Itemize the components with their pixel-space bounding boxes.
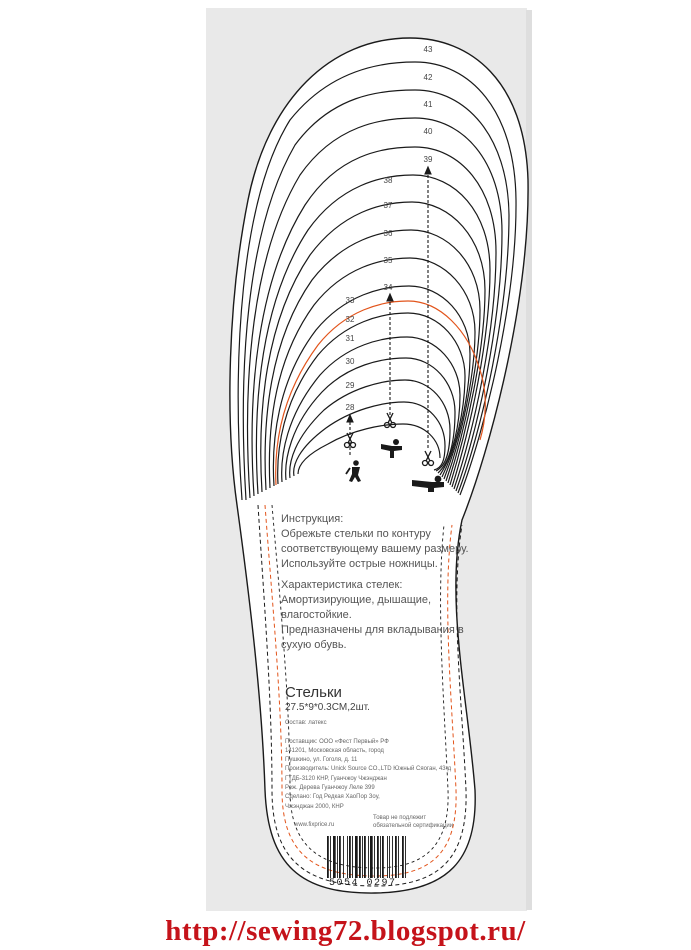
instructions-line: Используйте острые ножницы. <box>281 558 438 570</box>
website-text: www.fixprice.ru <box>294 822 335 828</box>
cert-line: Товар не подлежит <box>373 815 427 821</box>
barcode-bar <box>339 836 341 878</box>
size-label-32: 32 <box>345 315 355 324</box>
product-info-block <box>285 719 451 812</box>
size-label-40: 40 <box>423 127 433 136</box>
barcode-bar <box>355 836 358 878</box>
barcode-number: 5054 0297 <box>329 878 397 889</box>
product-dimensions: 27.5*9*0.3CM,2шт. <box>285 702 370 713</box>
characteristics-line: влагостойкие. <box>281 609 352 621</box>
barcode-bar <box>330 836 331 878</box>
info-line: Чжэнджан 2000, КНР <box>285 803 344 810</box>
size-label-37: 37 <box>383 201 393 210</box>
barcode-bar <box>395 836 397 878</box>
characteristics-line: сухую обувь. <box>281 639 347 651</box>
size-label-34: 34 <box>383 283 393 292</box>
paper-edge <box>526 10 532 910</box>
barcode-bar <box>364 836 366 878</box>
barcode-bar <box>377 836 379 878</box>
info-line: Поставщик: ООО «Фест Первый» РФ <box>285 738 389 745</box>
characteristics-block <box>281 578 464 653</box>
size-label-35: 35 <box>383 256 393 265</box>
size-label-38: 38 <box>383 176 393 185</box>
size-label-39: 39 <box>423 155 433 164</box>
footer-blog-url[interactable]: http://sewing72.blogspot.ru/ <box>165 915 526 947</box>
instructions-block <box>281 512 469 572</box>
characteristics-heading: Характеристика стелек: <box>281 579 403 591</box>
info-line: Производитель: Unick Source CO.,LTD Южный Сяоган, 43-д <box>285 766 452 773</box>
barcode-bar <box>347 836 348 878</box>
size-label-29: 29 <box>345 381 355 390</box>
barcode-bar <box>374 836 375 878</box>
barcode-bar <box>359 836 361 878</box>
barcode-bar <box>352 836 353 878</box>
instructions-heading: Инструкция: <box>281 513 344 525</box>
info-line: Состав: латекс <box>285 720 327 726</box>
size-label-31: 31 <box>345 334 355 343</box>
barcode-bar <box>387 836 388 878</box>
instructions-line: соответствующему вашему размеру. <box>281 543 469 555</box>
size-label-28: 28 <box>345 403 355 412</box>
info-line: Пушкино, ул. Гоголя, д. 11 <box>285 757 358 764</box>
barcode-bar <box>380 836 381 878</box>
info-line <box>285 728 451 737</box>
info-line: Реж. Дерева Гуанчжоу Леле 399 <box>285 785 375 792</box>
characteristics-line: Предназначены для вкладывания в <box>281 624 464 636</box>
info-line: ГТДБ-3120 КНР, Гуанчжоу Чжэнджан <box>285 775 387 782</box>
barcode-bar <box>402 836 404 878</box>
barcode-bar <box>368 836 369 878</box>
barcode-bar <box>327 836 329 878</box>
size-label-36: 36 <box>383 229 393 238</box>
size-label-41: 41 <box>423 100 433 109</box>
info-line: 141201, Московская область, город <box>285 747 384 754</box>
product-title: Стельки <box>285 684 342 701</box>
characteristics-line: Амортизирующие, дышащие, <box>281 594 432 606</box>
barcode-bar <box>392 836 393 878</box>
barcode-bar <box>362 836 363 878</box>
barcode-bar <box>382 836 384 878</box>
barcode-bar <box>333 836 336 878</box>
info-line: Сделано: Год Редкая ХаоПор Зоу, <box>285 794 380 801</box>
barcode-bar <box>370 836 373 878</box>
cert-line: обязательной сертификации <box>373 823 454 829</box>
size-label-43: 43 <box>423 45 433 54</box>
barcode-bar <box>343 836 344 878</box>
size-label-33: 33 <box>345 296 355 305</box>
certification-note <box>373 814 453 830</box>
barcode-bar <box>398 836 399 878</box>
size-label-30: 30 <box>345 357 355 366</box>
size-label-42: 42 <box>423 73 433 82</box>
barcode-bar <box>389 836 390 878</box>
barcode-bar <box>349 836 351 878</box>
barcode-bar <box>405 836 406 878</box>
instructions-line: Обрежьте стельки по контуру <box>281 528 431 540</box>
barcode-bar <box>337 836 338 878</box>
